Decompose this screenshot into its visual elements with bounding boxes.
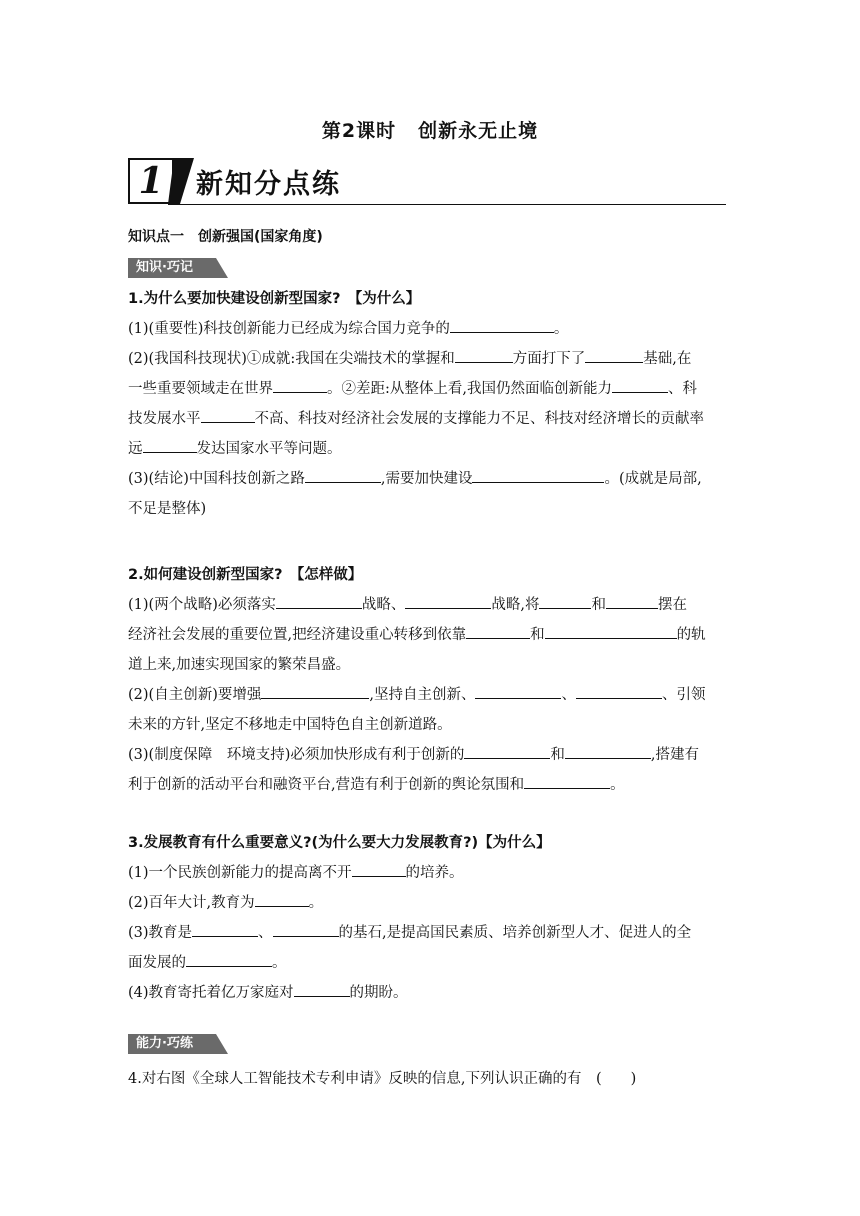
blank[interactable] [276, 591, 362, 609]
blank[interactable] [405, 591, 491, 609]
question-3-item-1: (1)一个民族创新能力的提高离不开 的培养。 [128, 858, 734, 888]
question-4 [128, 1064, 734, 1094]
question-2 [128, 560, 734, 800]
blank[interactable] [186, 949, 272, 967]
question-1-title: 1.为什么要加快建设创新型国家? 【为什么】 [128, 291, 421, 307]
question-1 [128, 284, 734, 524]
question-1-item-3: (3)(结论)中国科技创新之路 ,需要加快建设 。(成就是局部, 不足是整体) [128, 464, 734, 524]
tag-label: 能力·巧练 [136, 1036, 193, 1051]
tag-knowledge-remember [128, 258, 228, 278]
blank[interactable] [524, 771, 610, 789]
blank[interactable] [261, 681, 369, 699]
blank[interactable] [273, 919, 339, 937]
knowledge-point-heading: 知识点一 创新强国(国家角度) [128, 229, 323, 245]
blank[interactable] [352, 859, 406, 877]
tag-label: 知识·巧记 [136, 260, 193, 275]
question-3 [128, 828, 734, 1008]
question-4-stem: 4.对右图《全球人工智能技术专利申请》反映的信息,下列认识正确的有 ( ) [128, 1071, 637, 1087]
question-3-item-2: (2)百年大计,教育为 。 [128, 888, 734, 918]
question-2-title: 2.如何建设创新型国家? 【怎样做】 [128, 567, 363, 583]
blank[interactable] [464, 741, 550, 759]
blank[interactable] [565, 741, 651, 759]
blank[interactable] [201, 405, 255, 423]
section-title: 新知分点练 [196, 169, 341, 200]
blank[interactable] [305, 465, 381, 483]
question-3-item-3: (3)教育是 、 的基石,是提高国民素质、培养创新型人才、促进人的全 面发展的 。 [128, 918, 734, 978]
blank[interactable] [585, 345, 643, 363]
section-banner [128, 158, 726, 210]
banner-rule [168, 204, 726, 205]
blank[interactable] [143, 435, 197, 453]
blank[interactable] [450, 315, 554, 333]
blank[interactable] [539, 591, 591, 609]
blank[interactable] [472, 465, 604, 483]
blank[interactable] [455, 345, 513, 363]
blank[interactable] [612, 375, 668, 393]
lesson-title [0, 116, 860, 143]
banner-slash-decoration [168, 158, 194, 204]
question-3-item-4: (4)教育寄托着亿万家庭对 的期盼。 [128, 978, 734, 1008]
question-2-item-1: (1)(两个战略)必须落实 战略、 战略,将 和 摆在 经济社会发展的重要位置,把经济建设重心转移到依靠 和 的轨 道上来,加速实现国家的繁荣昌盛。 [128, 590, 734, 680]
question-3-title: 3.发展教育有什么重要意义?(为什么要大力发展教育?)【为什么】 [128, 835, 551, 851]
blank[interactable] [466, 621, 530, 639]
blank[interactable] [273, 375, 327, 393]
blank[interactable] [545, 621, 677, 639]
blank[interactable] [192, 919, 258, 937]
blank[interactable] [475, 681, 561, 699]
lesson-number: 第2课时 [321, 120, 397, 142]
section-number: 1 [128, 158, 174, 204]
question-1-item-1: (1)(重要性)科技创新能力已经成为综合国力竞争的 。 [128, 314, 734, 344]
blank[interactable] [255, 889, 309, 907]
blank[interactable] [294, 979, 350, 997]
question-2-item-2: (2)(自主创新)要增强 ,坚持自主创新、 、 、引领 未来的方针,坚定不移地走中国特色自主创新道路。 [128, 680, 734, 740]
tag-ability-practice [128, 1034, 228, 1054]
question-1-item-2: (2)(我国科技现状)①成就:我国在尖端技术的掌握和 方面打下了 基础,在 一些重要领域走在世界 。②差距:从整体上看,我国仍然面临创新能力 、科 技发展水平 不高、科技对经济社会发展的支撑能力不足、科技对经济增长的贡献率 远 发达国家水平等问题。 [128, 344, 734, 464]
blank[interactable] [606, 591, 658, 609]
lesson-name: 创新永无止境 [418, 120, 539, 142]
question-2-item-3: (3)(制度保障 环境支持)必须加快形成有利于创新的 和 ,搭建有 利于创新的活动平台和融资平台,营造有利于创新的舆论氛围和 。 [128, 740, 734, 800]
blank[interactable] [576, 681, 662, 699]
